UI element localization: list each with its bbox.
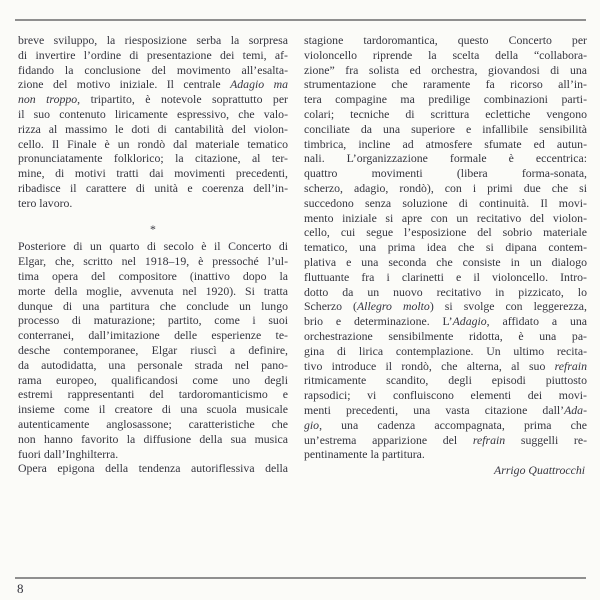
text-line: desche contemporanee, Elgar riuscì a definire,	[18, 342, 288, 357]
text-line: non hanno favorito la diffusione della sua musica	[18, 431, 288, 446]
text-line: breve sviluppo, la riesposizione serba la sorpresa	[18, 33, 288, 47]
left-column	[18, 33, 288, 476]
text-line: tera compagine ma predilige combinazioni parti-	[304, 92, 587, 107]
text-line: colari; tecniche di scrittura eclettiche vengono	[304, 106, 587, 121]
text-line: orchestrazione sensibilmente ridotta, è una pa-	[304, 328, 587, 343]
text-line: insieme come il creatore di una scuola musicale	[18, 402, 288, 417]
bottom-rule	[15, 577, 586, 579]
text-line: gina di lirica contemplazione. Un ultimo recita-	[304, 343, 587, 358]
text-line: brio e determinazione. L’Adagio, affidato a una	[304, 314, 587, 329]
text-line: conciliate da una superiore e infallibile sensibilità	[304, 121, 587, 136]
text-line: estremi rappresentanti del tardoromanticismo e	[18, 387, 288, 402]
text-line: scherzo, adagio, rondò), con i primi due che si	[304, 180, 587, 195]
page-number: 8	[17, 581, 24, 596]
text-line: mento iniziale si apre con un recitativo del violon-	[304, 210, 587, 225]
paragraph	[18, 239, 288, 461]
text-line: Opera epigona della tendenza autoriflessiva della	[18, 461, 288, 476]
text-line: violoncello riprende la scelta della “collabora-	[304, 47, 587, 62]
text-line: ribadisce il carattere di unità e coerenza dell’in-	[18, 180, 288, 195]
right-column	[304, 33, 587, 478]
text-line: timbrica, incline ad atmosfere sfumate ed autun-	[304, 136, 587, 151]
text-line: da autodidatta, una personale strada nel pano-	[18, 357, 288, 372]
text-line: di invertire l’ordine di presentazione dei temi, af-	[18, 47, 288, 62]
text-line: Posteriore di un quarto di secolo è il Concerto di	[18, 239, 288, 254]
text-line: dunque di una partitura che conclude un lungo	[18, 298, 288, 313]
text-line: gio, una cadenza accompagnata, prima che	[304, 417, 587, 432]
text-line: rapsodici; vi confluiscono elementi dei movi-	[304, 388, 587, 403]
text-line: conterranei, dall’imitazione delle esperienze te-	[18, 328, 288, 343]
text-line: cello, cui segue l’esposizione del sobrio materiale	[304, 225, 587, 240]
text-line: zione” fra solista ed orchestra, giovandosi di una	[304, 62, 587, 77]
text-line: mine, di motivi tratti dai movimenti precedenti,	[18, 166, 288, 181]
text-line: processo di maturazione; partito, come i suoi	[18, 313, 288, 328]
text-line: strumentazione che raramente fa ricorso all’in-	[304, 77, 587, 92]
text-line: fluttuante fra i clarinetti e il violoncello. Intro-	[304, 269, 587, 284]
text-line: pentinamente la partitura.	[304, 447, 425, 462]
text-line: fuori dall’Inghilterra.	[18, 446, 119, 461]
text-line: un’estrema apparizione del refrain suggelli re-	[304, 432, 587, 447]
text-line: ritmicamente scandito, degli episodi piuttosto	[304, 373, 587, 388]
text-line: autenticamente anglosassone; caratteristiche che	[18, 416, 288, 431]
text-line: non troppo, tripartito, è notevole soprattutto per	[18, 92, 288, 107]
text-line: plativa e una seconda che consiste in un dialogo	[304, 254, 587, 269]
text-line: nali. L’organizzazione formale è eccentrica:	[304, 151, 587, 166]
text-line: tivo introduce il rondò, che alterna, al suo refrain	[304, 358, 587, 373]
text-line: Elgar, che, scritto nel 1918–19, è pressoché l’ul-	[18, 254, 288, 269]
text-line: menti precedenti, una vasta citazione dall’Ada-	[304, 402, 587, 417]
text-line: morte della moglie, avvenuta nel 1920). Si tratta	[18, 283, 288, 298]
text-line: quattro movimenti (libera forma-sonata,	[304, 166, 587, 181]
text-line: cello. Il Finale è un rondò dal materiale tematico	[18, 136, 288, 151]
paragraph	[304, 33, 587, 462]
text-line: tima opera del compositore (inattivo dopo la	[18, 268, 288, 283]
text-line: dotto da un nuovo recitativo in pizzicato, lo	[304, 284, 587, 299]
paragraph	[18, 461, 288, 476]
text-line: stagione tardoromantica, questo Concerto per	[304, 33, 587, 47]
top-rule	[15, 19, 586, 21]
section-separator-asterisk: *	[150, 221, 156, 236]
text-line: tematico, una prima idea che si dipana contem-	[304, 240, 587, 255]
text-line: rizza al massimo le doti di cantabilità del violon-	[18, 121, 288, 136]
paragraph	[18, 33, 288, 211]
text-line: Scherzo (Allegro molto) si svolge con leggerezza,	[304, 299, 587, 314]
text-line: zione del motivo iniziale. Il centrale Adagio ma	[18, 77, 288, 92]
text-line: rama europeo, qualificandosi come uno degli	[18, 372, 288, 387]
text-line: fidando la conclusione del movimento all’esalta-	[18, 62, 288, 77]
text-line: pronunciatamente folklorico; la citazione, al ter-	[18, 151, 288, 166]
text-line: tero lavoro.	[18, 195, 73, 210]
text-line: succedono senza soluzione di continuità. Il movi-	[304, 195, 587, 210]
text-line: il suo contenuto liricamente espressivo, che valo-	[18, 106, 288, 121]
author-signature: Arrigo Quattrocchi	[494, 463, 585, 478]
